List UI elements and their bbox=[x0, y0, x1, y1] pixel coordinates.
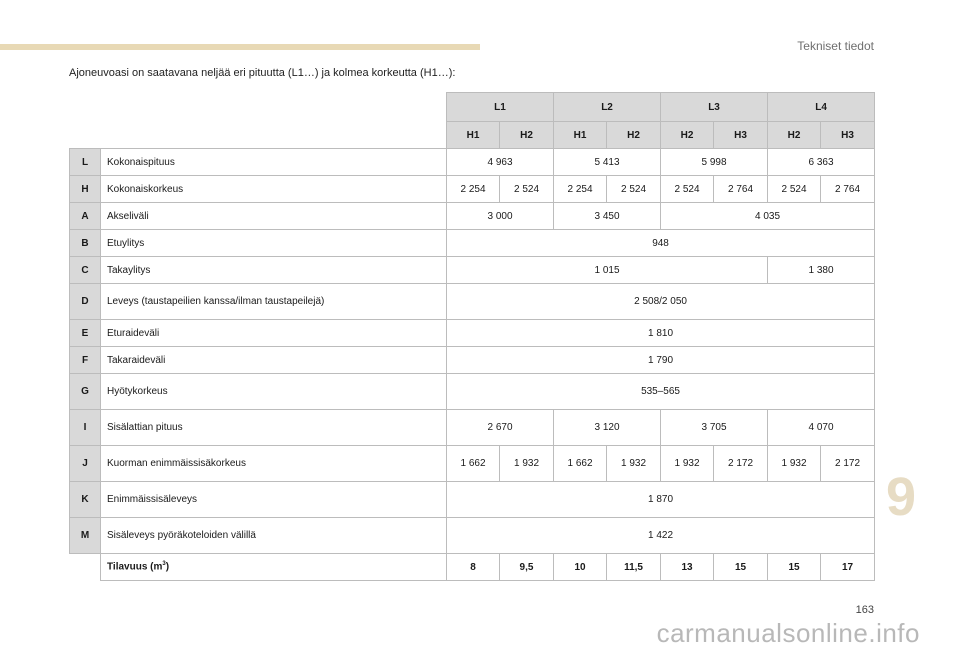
row-label: Takaraideväli bbox=[101, 347, 447, 374]
table-cell: 6 363 bbox=[768, 149, 875, 176]
length-header-row bbox=[70, 93, 875, 122]
table-row bbox=[70, 446, 875, 482]
table-row bbox=[70, 257, 875, 284]
row-label: Kokonaiskorkeus bbox=[101, 176, 447, 203]
height-header-row bbox=[70, 122, 875, 149]
table-cell: 1 932 bbox=[500, 446, 554, 482]
height-header: H2 bbox=[500, 122, 554, 149]
table-cell: 1 790 bbox=[447, 347, 875, 374]
volume-cell: 17 bbox=[821, 554, 875, 581]
volume-cell: 11,5 bbox=[607, 554, 661, 581]
table-cell: 5 998 bbox=[661, 149, 768, 176]
row-label: Akseliväli bbox=[101, 203, 447, 230]
table-cell: 5 413 bbox=[554, 149, 661, 176]
intro-text: Ajoneuvoasi on saatavana neljää eri pituutta (L1…) ja kolmea korkeutta (H1…): bbox=[69, 67, 456, 79]
volume-cell: 8 bbox=[447, 554, 500, 581]
table-cell: 1 662 bbox=[554, 446, 607, 482]
page-number: 163 bbox=[855, 604, 874, 616]
table-cell: 1 870 bbox=[447, 482, 875, 518]
table-cell: 2 524 bbox=[607, 176, 661, 203]
height-header: H3 bbox=[714, 122, 768, 149]
row-code: B bbox=[70, 230, 101, 257]
table-cell: 4 035 bbox=[661, 203, 875, 230]
row-label: Hyötykorkeus bbox=[101, 374, 447, 410]
height-header: H2 bbox=[607, 122, 661, 149]
table-cell: 4 963 bbox=[447, 149, 554, 176]
table-cell: 535–565 bbox=[447, 374, 875, 410]
row-code: M bbox=[70, 518, 101, 554]
volume-label: Tilavuus $(m^3)$ bbox=[101, 554, 447, 581]
table-row bbox=[70, 320, 875, 347]
row-code: L bbox=[70, 149, 101, 176]
length-header: L2 bbox=[554, 93, 661, 122]
table-cell: 3 705 bbox=[661, 410, 768, 446]
row-label: Etuylitys bbox=[101, 230, 447, 257]
row-code: G bbox=[70, 374, 101, 410]
table-row bbox=[70, 203, 875, 230]
row-label: Sisäleveys pyöräkoteloiden välillä bbox=[101, 518, 447, 554]
volume-cell: 10 bbox=[554, 554, 607, 581]
table-row bbox=[70, 284, 875, 320]
table-cell: 4 070 bbox=[768, 410, 875, 446]
height-header: H1 bbox=[447, 122, 500, 149]
table-row bbox=[70, 410, 875, 446]
table-row bbox=[70, 482, 875, 518]
volume-cell: 9,5 bbox=[500, 554, 554, 581]
table-cell: 1 932 bbox=[768, 446, 821, 482]
table-row bbox=[70, 374, 875, 410]
section-title: Tekniset tiedot bbox=[797, 39, 874, 53]
table-cell: 2 524 bbox=[768, 176, 821, 203]
header-accent-bar bbox=[0, 44, 480, 50]
table-cell: 2 524 bbox=[661, 176, 714, 203]
row-label: Kuorman enimmäissisäkorkeus bbox=[101, 446, 447, 482]
table-cell: 2 508/2 050 bbox=[447, 284, 875, 320]
table-row bbox=[70, 347, 875, 374]
row-code: H bbox=[70, 176, 101, 203]
volume-cell: 13 bbox=[661, 554, 714, 581]
row-code: E bbox=[70, 320, 101, 347]
table-cell: 2 764 bbox=[714, 176, 768, 203]
row-code: D bbox=[70, 284, 101, 320]
height-header: H3 bbox=[821, 122, 875, 149]
table-cell: 3 120 bbox=[554, 410, 661, 446]
volume-row bbox=[70, 554, 875, 581]
row-code: F bbox=[70, 347, 101, 374]
height-header: H2 bbox=[661, 122, 714, 149]
row-label: Eturaideväli bbox=[101, 320, 447, 347]
table-cell: 1 810 bbox=[447, 320, 875, 347]
table-cell: 1 380 bbox=[768, 257, 875, 284]
row-code: I bbox=[70, 410, 101, 446]
length-header: L1 bbox=[447, 93, 554, 122]
volume-cell: 15 bbox=[768, 554, 821, 581]
table-row bbox=[70, 518, 875, 554]
table-row bbox=[70, 176, 875, 203]
table-cell: 2 254 bbox=[554, 176, 607, 203]
row-code: A bbox=[70, 203, 101, 230]
row-code: J bbox=[70, 446, 101, 482]
height-header: H1 bbox=[554, 122, 607, 149]
table-cell: 3 000 bbox=[447, 203, 554, 230]
height-header: H2 bbox=[768, 122, 821, 149]
table-row bbox=[70, 149, 875, 176]
watermark: carmanualsonline.info bbox=[656, 618, 920, 648]
chapter-number: 9 bbox=[886, 467, 917, 527]
row-code: C bbox=[70, 257, 101, 284]
table-cell: 2 172 bbox=[714, 446, 768, 482]
table-cell: 948 bbox=[447, 230, 875, 257]
row-label: Enimmäissisäleveys bbox=[101, 482, 447, 518]
table-cell: 2 172 bbox=[821, 446, 875, 482]
table-cell: 1 422 bbox=[447, 518, 875, 554]
row-label: Leveys (taustapeilien kanssa/ilman taustapeilejä) bbox=[101, 284, 447, 320]
length-header: L4 bbox=[768, 93, 875, 122]
table-cell: 1 662 bbox=[447, 446, 500, 482]
table-cell: 2 764 bbox=[821, 176, 875, 203]
row-code: K bbox=[70, 482, 101, 518]
table-row bbox=[70, 230, 875, 257]
table-cell: 2 524 bbox=[500, 176, 554, 203]
table-cell: 3 450 bbox=[554, 203, 661, 230]
table-cell: 2 254 bbox=[447, 176, 500, 203]
table-cell: 2 670 bbox=[447, 410, 554, 446]
table-cell: 1 932 bbox=[661, 446, 714, 482]
row-label: Sisälattian pituus bbox=[101, 410, 447, 446]
row-label: Takaylitys bbox=[101, 257, 447, 284]
table-cell: 1 932 bbox=[607, 446, 661, 482]
row-label: Kokonaispituus bbox=[101, 149, 447, 176]
table-cell: 1 015 bbox=[447, 257, 768, 284]
length-header: L3 bbox=[661, 93, 768, 122]
volume-cell: 15 bbox=[714, 554, 768, 581]
dimensions-table bbox=[69, 92, 875, 581]
